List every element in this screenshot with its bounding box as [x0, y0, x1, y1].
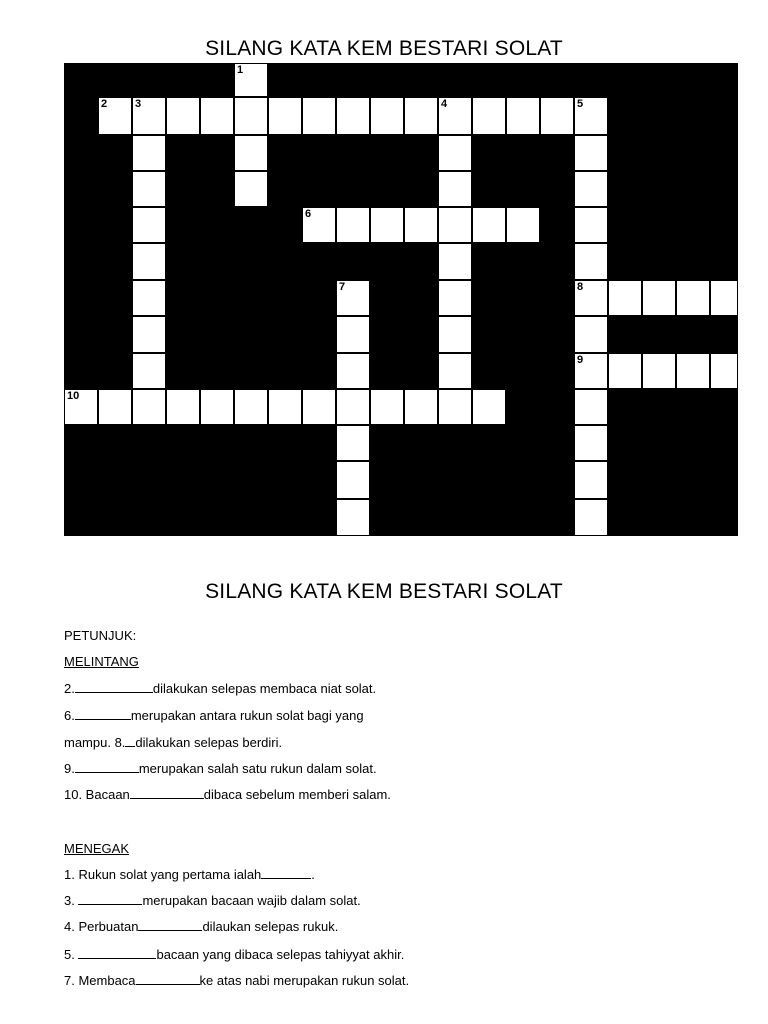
answer-blank: [125, 735, 135, 747]
clue-number: 4: [441, 98, 448, 110]
crossword-cell[interactable]: [234, 135, 268, 171]
crossword-cell[interactable]: [642, 353, 676, 389]
crossword-cell[interactable]: [472, 389, 506, 425]
crossword-cell[interactable]: [574, 243, 608, 280]
crossword-cell[interactable]: [336, 353, 370, 389]
clue-down-1: [64, 867, 315, 882]
crossword-cell[interactable]: [132, 353, 166, 389]
crossword-cell[interactable]: [574, 389, 608, 425]
crossword-cell[interactable]: [200, 389, 234, 425]
crossword-cell[interactable]: [710, 280, 738, 316]
crossword-cell[interactable]: [166, 97, 200, 135]
crossword-cell[interactable]: [98, 389, 132, 425]
crossword-cell[interactable]: [370, 207, 404, 243]
crossword-cell[interactable]: [642, 280, 676, 316]
answer-blank: [136, 973, 200, 985]
clue-number: 9: [577, 354, 584, 366]
crossword-cell[interactable]: [404, 207, 438, 243]
clue-text: dibaca sebelum memberi salam.: [203, 787, 391, 802]
crossword-cell[interactable]: [574, 171, 608, 207]
crossword-cell[interactable]: [132, 280, 166, 316]
crossword-cell[interactable]: [574, 316, 608, 353]
across-heading: MELINTANG: [64, 654, 139, 669]
crossword-cell[interactable]: [234, 171, 268, 207]
clue-text: 3.: [64, 893, 79, 908]
crossword-cell[interactable]: [472, 97, 506, 135]
crossword-cell[interactable]: [710, 353, 738, 389]
clue-down-3: [64, 893, 361, 908]
crossword-cell[interactable]: [336, 425, 370, 461]
answer-blank: [138, 919, 202, 931]
crossword-cell[interactable]: [404, 389, 438, 425]
crossword-cell[interactable]: [438, 280, 472, 316]
clue-across-6: [64, 708, 364, 723]
crossword-cell[interactable]: [540, 97, 574, 135]
answer-blank: [75, 708, 131, 720]
crossword-cell[interactable]: [472, 207, 506, 243]
clue-text: 9.: [64, 761, 75, 776]
crossword-cell[interactable]: [438, 97, 472, 135]
clue-number: 7: [339, 281, 346, 293]
answer-blank: [78, 947, 156, 959]
crossword-cell[interactable]: [64, 389, 98, 425]
crossword-cell[interactable]: [268, 389, 302, 425]
clue-text: 2.: [64, 681, 75, 696]
clue-text: 1. Rukun solat yang pertama ialah: [64, 867, 262, 882]
crossword-cell[interactable]: [234, 63, 268, 97]
answer-blank: [130, 787, 204, 799]
instructions-label: PETUNJUK:: [64, 628, 137, 643]
crossword-cell[interactable]: [608, 280, 642, 316]
crossword-cell[interactable]: [438, 389, 472, 425]
crossword-cell[interactable]: [370, 389, 404, 425]
clue-text: 7. Membaca: [64, 973, 136, 988]
crossword-cell[interactable]: [336, 499, 370, 536]
crossword-cell[interactable]: [336, 461, 370, 499]
clue-text: merupakan bacaan wajib dalam solat.: [142, 893, 361, 908]
clue-text: merupakan antara rukun solat bagi yang: [130, 708, 364, 723]
clue-number: 5: [577, 98, 584, 110]
clues-title: SILANG KATA KEM BESTARI SOLAT: [205, 580, 563, 603]
crossword-cell[interactable]: [234, 97, 268, 135]
crossword-cell[interactable]: [166, 389, 200, 425]
clue-across-2: [64, 681, 376, 696]
crossword-cell[interactable]: [132, 243, 166, 280]
crossword-cell[interactable]: [98, 97, 132, 135]
crossword-cell[interactable]: [336, 97, 370, 135]
clue-text: 5.: [64, 947, 79, 962]
answer-blank: [75, 681, 153, 693]
clue-text: 10. Bacaan: [64, 787, 130, 802]
clue-down-7: [64, 973, 409, 988]
crossword-cell[interactable]: [676, 280, 710, 316]
crossword-cell[interactable]: [574, 280, 608, 316]
answer-blank: [261, 867, 311, 879]
clue-text: 6.: [64, 708, 75, 723]
clue-across-8: [64, 735, 282, 750]
crossword-cell[interactable]: [132, 389, 166, 425]
crossword-cell[interactable]: [268, 97, 302, 135]
crossword-cell[interactable]: [336, 389, 370, 425]
crossword-cell[interactable]: [574, 499, 608, 536]
crossword-cell[interactable]: [438, 353, 472, 389]
clue-text: dilakukan selepas berdiri.: [135, 735, 283, 750]
crossword-cell[interactable]: [370, 97, 404, 135]
crossword-cell[interactable]: [336, 280, 370, 316]
answer-blank: [78, 893, 142, 905]
clue-down-5: [64, 947, 404, 962]
crossword-cell[interactable]: [132, 97, 166, 135]
crossword-cell[interactable]: [302, 207, 336, 243]
page-title: SILANG KATA KEM BESTARI SOLAT: [205, 37, 563, 60]
clue-across-9: [64, 761, 377, 776]
crossword-cell[interactable]: [506, 207, 540, 243]
crossword-cell[interactable]: [574, 461, 608, 499]
crossword-cell[interactable]: [574, 425, 608, 461]
crossword-cell[interactable]: [506, 97, 540, 135]
crossword-cell[interactable]: [234, 389, 268, 425]
clue-number: 10: [67, 390, 80, 402]
down-heading: MENEGAK: [64, 841, 130, 856]
crossword-cell[interactable]: [132, 207, 166, 243]
clue-down-4: [64, 919, 338, 934]
clue-text: bacaan yang dibaca selepas tahiyyat akhir.: [156, 947, 405, 962]
crossword-cell[interactable]: [574, 135, 608, 171]
crossword-cell[interactable]: [574, 97, 608, 135]
clue-number: 6: [305, 208, 312, 220]
crossword-cell[interactable]: [438, 207, 472, 243]
crossword-cell[interactable]: [200, 97, 234, 135]
crossword-cell[interactable]: [336, 316, 370, 353]
crossword-cell[interactable]: [438, 171, 472, 207]
answer-blank: [75, 761, 139, 773]
crossword-cell[interactable]: [574, 353, 608, 389]
crossword-cell[interactable]: [302, 97, 336, 135]
clue-number: 2: [101, 98, 108, 110]
crossword-cell[interactable]: [438, 135, 472, 171]
clue-text: dilakukan selepas membaca niat solat.: [152, 681, 377, 696]
crossword-cell[interactable]: [608, 353, 642, 389]
crossword-cell[interactable]: [336, 207, 370, 243]
crossword-cell[interactable]: [438, 316, 472, 353]
crossword-grid: [64, 63, 738, 536]
clue-number: 3: [135, 98, 142, 110]
clue-number: 8: [577, 281, 584, 293]
clue-text: merupakan salah satu rukun dalam solat.: [138, 761, 377, 776]
clue-text: ke atas nabi merupakan rukun solat.: [199, 973, 410, 988]
crossword-cell[interactable]: [132, 316, 166, 353]
crossword-cell[interactable]: [676, 353, 710, 389]
clue-text: .: [311, 867, 315, 882]
crossword-cell[interactable]: [404, 97, 438, 135]
crossword-cell[interactable]: [132, 171, 166, 207]
clue-text: dilaukan selepas rukuk.: [202, 919, 339, 934]
clue-text: 4. Perbuatan: [64, 919, 139, 934]
crossword-cell[interactable]: [574, 207, 608, 243]
crossword-cell[interactable]: [302, 389, 336, 425]
crossword-cell[interactable]: [438, 243, 472, 280]
clue-across-10: [64, 787, 391, 802]
crossword-cell[interactable]: [132, 135, 166, 171]
clue-text: mampu. 8.: [64, 735, 126, 750]
clue-number: 1: [237, 64, 244, 76]
